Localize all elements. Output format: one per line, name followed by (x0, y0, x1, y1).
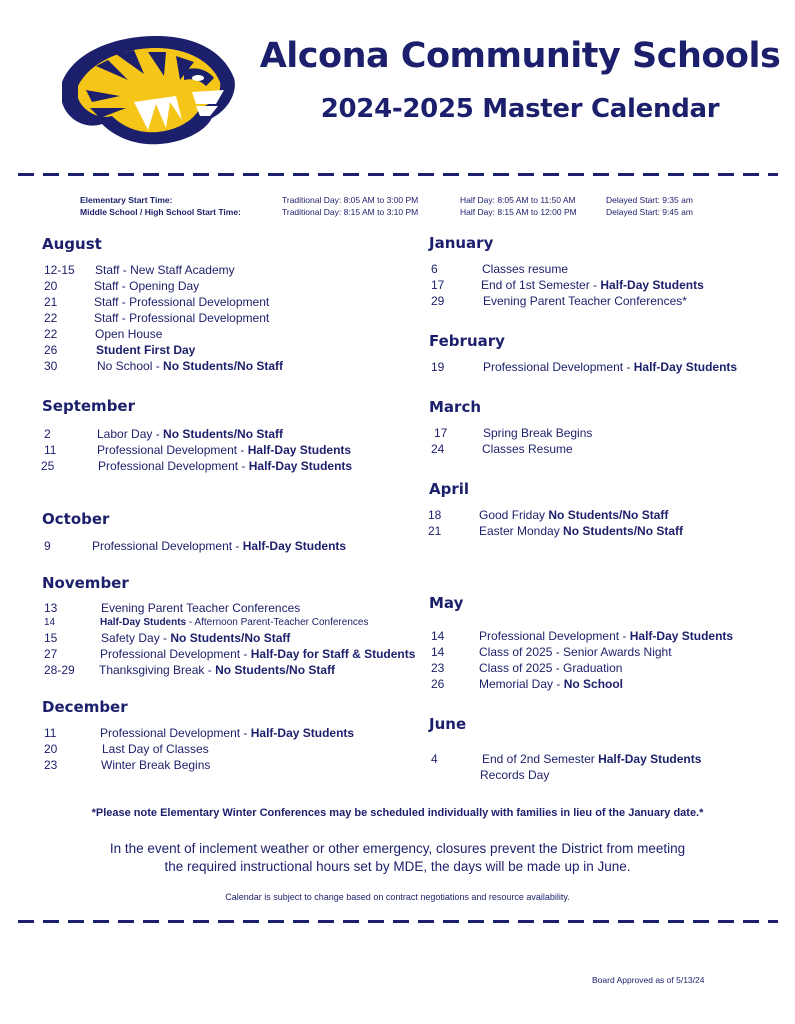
event-date: 15 (44, 631, 58, 645)
event-date: 24 (431, 442, 445, 456)
event-text: Records Day (480, 768, 550, 782)
delayed-start-time: Delayed Start: 9:35 am (606, 195, 693, 205)
event-text: Classes resume (482, 262, 569, 276)
event-date: 22 (44, 311, 58, 325)
change-disclaimer: Calendar is subject to change based on contract negotiations and resource availability. (225, 892, 570, 902)
event-text: End of 1st Semester - (481, 278, 601, 292)
event-text: Thanksgiving Break - (99, 663, 216, 677)
event-date: 4 (431, 752, 438, 766)
event-date: 11 (44, 443, 57, 457)
event-date: 13 (44, 601, 58, 615)
month-heading-october: October (42, 510, 110, 528)
event-emphasis: Half-Day Students (242, 539, 347, 553)
event-text: Labor Day - (97, 427, 164, 441)
event-date: 14 (431, 629, 445, 643)
weather-note-line-2: the required instructional hours set by MDE, the days will be made up in June. (164, 859, 631, 874)
event-date: 12-15 (44, 263, 75, 277)
event-emphasis: No Students/No Staff (163, 427, 284, 441)
event-text: Professional Development - (483, 360, 634, 374)
event-emphasis: No Students/No Staff (215, 663, 336, 677)
event-text: Easter Monday (479, 524, 564, 538)
event-date: 26 (44, 343, 58, 357)
event-text: Professional Development - (100, 726, 251, 740)
half-day-time: Half Day: 8:05 AM to 11:50 AM (460, 195, 576, 205)
month-heading-april: April (429, 480, 470, 498)
event-text: End of 2nd Semester (482, 752, 599, 766)
tiger-logo (56, 30, 240, 148)
month-heading-september: September (42, 397, 135, 415)
event-emphasis: Half-Day Students (600, 278, 704, 292)
event-emphasis: Half-Day Students (100, 617, 187, 628)
event-emphasis: Half-Day Students (248, 459, 353, 473)
winter-conference-note: *Please note Elementary Winter Conferences may be scheduled individually with families in lieu of the January date.* (91, 807, 704, 819)
event-date: 14 (44, 617, 56, 628)
event-text: Professional Development - (92, 539, 243, 553)
event-date: 23 (44, 758, 58, 772)
event-emphasis: No Students/No Staff (163, 359, 284, 373)
event-text: Class of 2025 - Senior Awards Night (479, 645, 672, 659)
event-text: Winter Break Begins (101, 758, 211, 772)
event-date: 17 (434, 426, 448, 440)
traditional-day-time: Traditional Day: 8:05 AM to 3:00 PM (282, 195, 419, 205)
event-text: Staff - Professional Development (94, 311, 270, 325)
board-approved-date: Board Approved as of 5/13/24 (592, 975, 705, 985)
event-date: 6 (431, 262, 438, 276)
event-text: - Afternoon Parent-Teacher Conferences (186, 617, 369, 628)
event-date: 26 (431, 677, 445, 691)
event-date: 23 (431, 661, 445, 675)
event-text: Professional Development - (98, 459, 249, 473)
event-date: 20 (44, 279, 58, 293)
event-text: No School - (97, 359, 164, 373)
event-text: Professional Development - (97, 443, 248, 457)
dashed-divider-bottom (18, 920, 778, 923)
event-text: Open House (95, 327, 163, 341)
start-time-row-elementary (80, 195, 780, 207)
month-heading-may: May (429, 594, 464, 612)
event-date: 28-29 (44, 663, 75, 677)
event-text: Class of 2025 - Graduation (479, 661, 623, 675)
start-time-label: Middle School / High School Start Time: (80, 207, 241, 217)
school-title: Alcona Community Schools (259, 36, 781, 76)
event-date: 27 (44, 647, 58, 661)
event-emphasis: Half-Day Students (598, 752, 702, 766)
event-text: Professional Development - (479, 629, 630, 643)
event-date: 25 (41, 459, 55, 473)
month-heading-august: August (42, 235, 102, 253)
event-text: Good Friday (479, 508, 549, 522)
event-emphasis: No Students/No Staff (548, 508, 669, 522)
month-heading-january: January (429, 234, 494, 252)
half-day-time: Half Day: 8:15 AM to 12:00 PM (460, 207, 577, 217)
event-emphasis: Student First Day (96, 343, 196, 357)
dashed-divider-top (18, 173, 778, 176)
event-emphasis: No Students/No Staff (563, 524, 684, 538)
event-text: Evening Parent Teacher Conferences (101, 601, 301, 615)
event-emphasis: Half-Day for Staff & Students (250, 647, 416, 661)
event-date: 29 (431, 294, 445, 308)
event-date: 21 (428, 524, 442, 538)
event-text: Spring Break Begins (483, 426, 593, 440)
event-emphasis: No Students/No Staff (170, 631, 291, 645)
event-text: Classes Resume (482, 442, 573, 456)
event-emphasis: Half-Day Students (633, 360, 738, 374)
month-heading-march: March (429, 398, 482, 416)
start-time-label: Elementary Start Time: (80, 195, 173, 205)
event-text: Staff - Professional Development (94, 295, 270, 309)
event-emphasis: Half-Day Students (250, 726, 355, 740)
event-text: Memorial Day - (479, 677, 564, 691)
event-date: 30 (44, 359, 58, 373)
month-heading-february: February (429, 332, 505, 350)
traditional-day-time: Traditional Day: 8:15 AM to 3:10 PM (282, 207, 419, 217)
calendar-subtitle: 2024-2025 Master Calendar (320, 94, 720, 124)
delayed-start-time: Delayed Start: 9:45 am (606, 207, 693, 217)
event-text: Staff - New Staff Academy (95, 263, 235, 277)
event-date: 18 (428, 508, 442, 522)
event-date: 14 (431, 645, 445, 659)
event-date: 22 (44, 327, 58, 341)
event-text: Safety Day - (101, 631, 171, 645)
event-text: Professional Development - (100, 647, 251, 661)
month-heading-november: November (42, 574, 129, 592)
event-date: 19 (431, 360, 445, 374)
event-date: 9 (44, 539, 51, 553)
month-heading-december: December (42, 698, 128, 716)
month-heading-june: June (429, 715, 467, 733)
start-time-row-secondary (80, 207, 780, 219)
event-text: Evening Parent Teacher Conferences* (483, 294, 687, 308)
event-date: 21 (44, 295, 58, 309)
event-date: 2 (44, 427, 51, 441)
event-text: Staff - Opening Day (94, 279, 200, 293)
event-date: 20 (44, 742, 58, 756)
event-emphasis: Half-Day Students (247, 443, 352, 457)
weather-note-line-1: In the event of inclement weather or other emergency, closures prevent the District from meeting (109, 841, 686, 856)
event-emphasis: Half-Day Students (629, 629, 734, 643)
event-text: Last Day of Classes (102, 742, 209, 756)
event-date: 17 (431, 278, 445, 292)
event-emphasis: No School (563, 677, 624, 691)
event-date: 11 (44, 726, 57, 740)
